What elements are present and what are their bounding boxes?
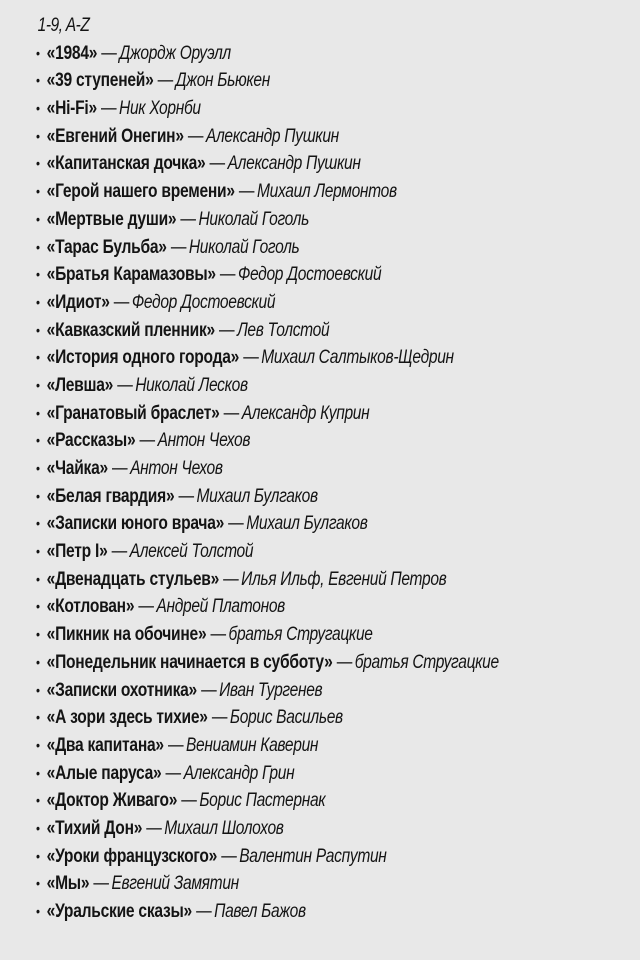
bullet-icon: • — [36, 404, 41, 421]
book-title: «Гранатовый браслет» — [46, 402, 220, 424]
separator-dash: — — [101, 42, 117, 64]
list-item — [36, 760, 520, 788]
list-item — [36, 261, 520, 289]
book-title: «Рассказы» — [46, 430, 136, 452]
book-author: Николай Гоголь — [198, 208, 309, 230]
separator-dash: — — [336, 651, 353, 673]
bullet-icon: • — [36, 792, 41, 809]
book-author: Евгений Замятин — [111, 873, 239, 895]
separator-dash: — — [178, 485, 195, 507]
book-author: братья Стругацкие — [228, 624, 373, 646]
list-item — [36, 870, 520, 898]
separator-dash: — — [180, 208, 197, 230]
book-title: «История одного города» — [46, 347, 240, 369]
list-item — [36, 178, 520, 206]
list-item — [36, 123, 520, 151]
bullet-icon: • — [36, 44, 41, 61]
book-author: Иван Тургенев — [219, 679, 323, 701]
bullet-icon: • — [36, 100, 41, 117]
bullet-icon: • — [36, 266, 41, 283]
bullet-icon: • — [36, 460, 41, 476]
bullet-icon: • — [36, 570, 41, 587]
book-author: Федор Достоевский — [131, 291, 276, 313]
book-title: «Алые паруса» — [46, 762, 162, 784]
book-title: «А зори здесь тихие» — [46, 707, 208, 729]
separator-dash: — — [196, 901, 212, 922]
list-item — [36, 621, 520, 649]
list-item — [36, 593, 520, 621]
bullet-icon: • — [36, 349, 41, 366]
book-author: Борис Пастернак — [199, 790, 326, 812]
book-title: «Уральские сказы» — [46, 901, 192, 922]
separator-dash: — — [138, 596, 154, 618]
separator-dash: — — [209, 153, 226, 175]
bullet-icon: • — [36, 127, 41, 144]
book-author: Борис Васильев — [229, 707, 343, 729]
list-item — [36, 787, 520, 815]
bullet-icon: • — [36, 432, 41, 449]
book-author: Михаил Булгаков — [196, 485, 318, 507]
bullet-icon: • — [36, 515, 41, 532]
book-title: «Тихий Дон» — [46, 817, 143, 839]
book-title: «Записки юного врача» — [46, 513, 225, 535]
list-item — [36, 67, 520, 95]
book-author: Михаил Шолохов — [164, 817, 284, 839]
book-title: «Белая гвардия» — [46, 485, 175, 507]
book-author: Андрей Платонов — [156, 596, 285, 618]
separator-dash: — — [181, 790, 197, 812]
list-header: 1-9, A-Z — [37, 15, 90, 36]
bullet-icon: • — [36, 598, 41, 615]
book-title: «Евгений Онегин» — [46, 125, 184, 147]
list-item — [36, 538, 520, 566]
separator-dash: — — [167, 734, 184, 756]
book-author: Николай Гоголь — [188, 236, 300, 258]
book-author: Илья Ильф, Евгений Петров — [241, 568, 447, 590]
book-list-page — [36, 12, 626, 926]
book-author: Александр Куприн — [241, 402, 370, 424]
book-title: «Два капитана» — [46, 734, 164, 756]
separator-dash: — — [221, 845, 237, 867]
book-title: «Двенадцать стульев» — [46, 568, 220, 590]
list-item — [36, 234, 520, 262]
separator-dash: — — [117, 374, 133, 396]
book-author: Федор Достоевский — [237, 264, 382, 286]
list-item — [36, 843, 520, 871]
separator-dash: — — [100, 98, 117, 120]
book-author: Лев Толстой — [237, 319, 330, 341]
book-title: «1984» — [46, 42, 98, 64]
separator-dash: — — [219, 264, 236, 286]
book-author: Ник Хорнби — [119, 98, 201, 120]
book-list — [36, 40, 626, 926]
separator-dash: — — [113, 291, 130, 313]
book-title: «Hi-Fi» — [46, 98, 97, 120]
bullet-icon: • — [36, 709, 41, 726]
separator-dash: — — [201, 679, 217, 701]
list-item — [36, 898, 520, 926]
book-title: «39 ступеней» — [46, 70, 154, 92]
bullet-icon: • — [36, 293, 41, 310]
book-author: Антон Чехов — [130, 458, 223, 479]
book-author: Алексей Толстой — [129, 541, 254, 563]
book-title: «Идиот» — [46, 291, 110, 313]
list-item — [36, 344, 520, 372]
book-author: Михаил Булгаков — [246, 513, 368, 535]
bullet-icon: • — [36, 903, 41, 919]
separator-dash: — — [219, 319, 235, 341]
bullet-icon: • — [36, 681, 41, 698]
separator-dash: — — [243, 347, 259, 369]
book-author: Вениамин Каверин — [185, 734, 319, 756]
book-title: «Мертвые души» — [46, 208, 177, 230]
list-item — [36, 815, 520, 843]
list-item — [36, 649, 520, 677]
book-title: «Уроки французского» — [46, 845, 218, 867]
separator-dash: — — [146, 817, 162, 839]
book-title: «Пикник на обочине» — [46, 624, 207, 646]
list-item — [36, 483, 520, 511]
list-item — [36, 317, 520, 345]
book-author: братья Стругацкие — [354, 651, 499, 673]
list-item — [36, 40, 520, 68]
bullet-icon: • — [36, 653, 41, 670]
book-author: Александр Пушкин — [205, 125, 339, 147]
separator-dash: — — [211, 707, 228, 729]
book-title: «Мы» — [46, 873, 90, 895]
book-author: Михаил Салтыков-Щедрин — [261, 347, 454, 369]
list-item — [36, 150, 520, 178]
book-title: «Кавказский пленник» — [46, 319, 215, 341]
list-item — [36, 372, 520, 400]
separator-dash: — — [93, 873, 109, 895]
book-title: «Капитанская дочка» — [46, 153, 206, 175]
bullet-icon: • — [36, 155, 41, 172]
bullet-icon: • — [36, 819, 41, 836]
bullet-icon: • — [36, 847, 41, 864]
bullet-icon: • — [36, 238, 41, 255]
bullet-icon: • — [36, 183, 41, 200]
list-item — [36, 677, 520, 705]
bullet-icon: • — [36, 626, 41, 643]
book-title: «Петр I» — [46, 541, 108, 563]
separator-dash: — — [223, 568, 239, 590]
bullet-icon: • — [36, 321, 41, 338]
separator-dash: — — [170, 236, 187, 258]
bullet-icon: • — [36, 736, 41, 753]
book-author: Павел Бажов — [214, 901, 306, 922]
book-author: Александр Пушкин — [227, 153, 361, 175]
bullet-icon: • — [36, 543, 41, 560]
book-title: «Понедельник начинается в субботу» — [46, 651, 333, 673]
bullet-icon: • — [36, 210, 41, 227]
book-title: «Записки охотника» — [46, 679, 197, 701]
separator-dash: — — [228, 513, 244, 535]
list-item — [36, 206, 520, 234]
book-title: «Левша» — [46, 374, 114, 396]
list-item — [36, 400, 520, 428]
book-title: «Чайка» — [46, 458, 108, 479]
list-item — [36, 95, 520, 123]
book-author: Антон Чехов — [157, 430, 251, 452]
separator-dash: — — [223, 402, 240, 424]
separator-dash: — — [238, 181, 255, 203]
book-author: Михаил Лермонтов — [256, 181, 397, 203]
book-author: Александр Грин — [183, 762, 295, 784]
separator-dash: — — [165, 762, 182, 784]
book-author: Валентин Распутин — [239, 845, 387, 867]
list-item — [36, 732, 520, 760]
list-item — [36, 427, 520, 455]
bullet-icon: • — [36, 764, 41, 781]
list-item — [36, 704, 520, 732]
bullet-icon: • — [36, 376, 41, 393]
book-title: «Тарас Бульба» — [46, 236, 167, 258]
separator-dash: — — [157, 70, 174, 92]
book-title: «Котлован» — [46, 596, 135, 618]
separator-dash: — — [187, 125, 204, 147]
book-author: Николай Лесков — [135, 374, 248, 396]
list-item — [36, 510, 520, 538]
bullet-icon: • — [36, 487, 41, 504]
book-title: «Доктор Живаго» — [46, 790, 178, 812]
book-author: Джон Бьюкен — [175, 70, 270, 92]
list-item — [36, 455, 520, 483]
list-item — [36, 566, 520, 594]
bullet-icon: • — [36, 72, 41, 89]
separator-dash: — — [111, 541, 128, 563]
list-item — [36, 289, 520, 317]
separator-dash: — — [139, 430, 156, 452]
book-title: «Герой нашего времени» — [46, 181, 235, 203]
book-author: Джордж Оруэлл — [119, 42, 231, 64]
separator-dash: — — [210, 624, 227, 646]
separator-dash: — — [112, 458, 128, 479]
book-title: «Братья Карамазовы» — [46, 264, 216, 286]
bullet-icon: • — [36, 875, 41, 892]
